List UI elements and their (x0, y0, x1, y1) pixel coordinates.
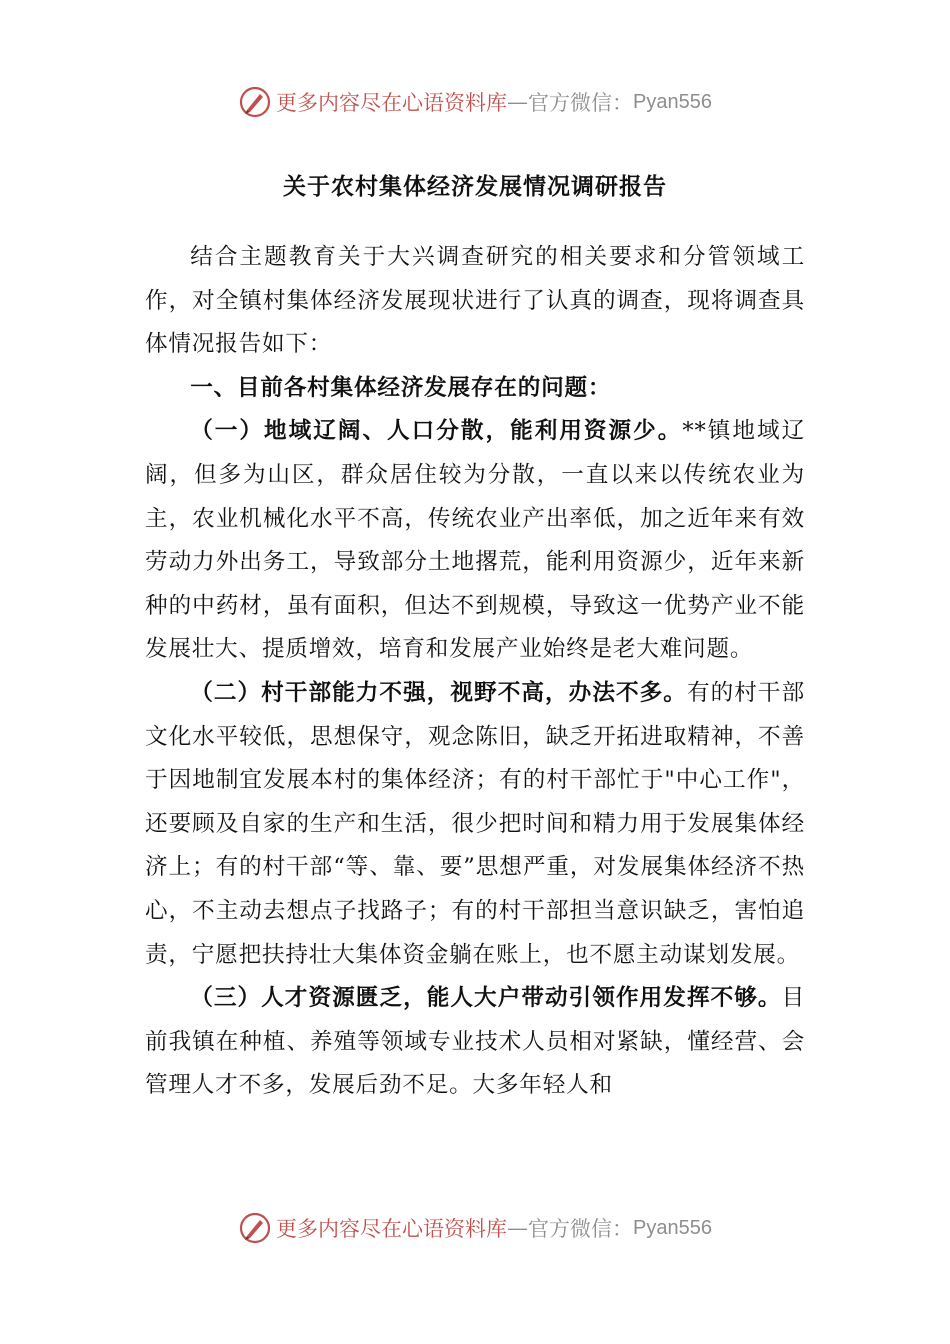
watermark-sub-text: 官方微信： (528, 91, 634, 115)
paragraph-1-body: **镇地域辽阔，但多为山区，群众居住较为分散，一直以来以传统农业为主，农业机械化水平不高，传统农业产出率低，加之近年来有效劳动力外出务工，导致部分土地撂荒，能利用资源少，近年来新种的中药材，虽有面积，但达不到规模，导致这一优势产业不能发展壮大、提质增效，培育和发展产业始终是老大难问题。 (145, 418, 805, 663)
watermark-banner-bottom (0, 1208, 950, 1248)
section-heading: 一、目前各村集体经济发展存在的问题： (190, 374, 612, 401)
watermark-id: Pyan556 (633, 90, 712, 113)
paragraph-3 (145, 977, 805, 1108)
paragraph-2-body: 有的村干部文化水平较低，思想保守，观念陈旧，缺乏开拓进取精神，不善于因地制宜发展本村的集体经济；有的村干部忙于"中心工作"，还要顾及自家的生产和生活，很少把时间和精力用于发展集体经济上；有的村干部“等、靠、要”思想严重，对发展集体经济不热心，不主动去想点子找路子；有的村干部担当意识缺乏，害怕追责，宁愿把扶持壮大集体资金躺在账上，也不愿主动谋划发展。 (145, 679, 805, 968)
watermark-dash: — (507, 1216, 529, 1240)
watermark-main-text: 更多内容尽在心语资料库 (276, 1217, 508, 1241)
paragraph-2-heading: （二）村干部能力不强，视野不高，办法不多。 (190, 679, 687, 706)
intro-paragraph: 结合主题教育关于大兴调查研究的相关要求和分管领域工作，对全镇村集体经济发展现状进行了认真的调查，现将调查具体情况报告如下： (145, 244, 805, 358)
watermark-main-text: 更多内容尽在心语资料库 (276, 91, 508, 115)
document-title: 关于农村集体经济发展情况调研报告 (283, 173, 667, 200)
paragraph-3-heading: （三）人才资源匮乏，能人大户带动引领作用发挥不够。 (190, 985, 782, 1012)
paragraph-2 (145, 672, 805, 977)
document-body (145, 236, 805, 1108)
watermark-sub-text: 官方微信： (528, 1217, 634, 1241)
paragraph-1 (145, 410, 805, 672)
watermark-banner-top (0, 82, 950, 122)
pen-logo-icon (238, 1211, 272, 1245)
watermark-id: Pyan556 (633, 1216, 712, 1239)
watermark-dash: — (507, 90, 529, 114)
pen-logo-icon (238, 85, 272, 119)
paragraph-3-body: 目前我镇在种植、养殖等领域专业技术人员相对紧缺，懂经营、会管理人才不多，发展后劲不足。大多年轻人和 (145, 985, 805, 1099)
paragraph-1-heading: （一）地域辽阔、人口分散，能利用资源少。 (190, 418, 683, 445)
